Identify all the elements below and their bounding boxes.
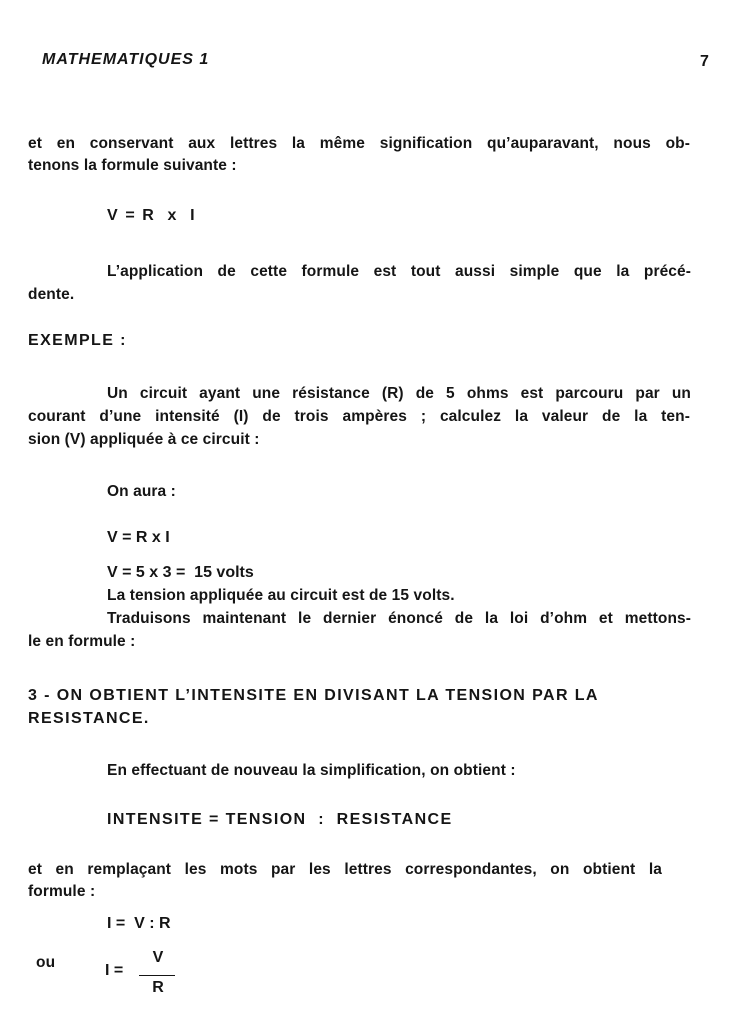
fraction-numerator: V xyxy=(152,949,164,966)
paragraph-2-line-2: dente. xyxy=(28,286,75,303)
transition-line-1: Traduisons maintenant le dernier énoncé de la loi d’ohm et mettons- xyxy=(107,610,691,627)
formula-v-equals-r-times-i: V = R x I xyxy=(107,207,197,224)
paragraph-2-line-1: L’application de cette formule est tout aussi simple que la précé- xyxy=(107,263,691,280)
transition-line-2: le en formule : xyxy=(28,633,136,650)
rule-3-heading-line-1: 3 - ON OBTIENT L’INTENSITE EN DIVISANT LA TENSION PAR LA xyxy=(28,687,599,704)
example-line-2: courant d’une intensité (I) de trois ampères ; calculez la valeur de la ten- xyxy=(28,408,690,425)
simplification-text: En effectuant de nouveau la simplification, on obtient : xyxy=(107,762,516,779)
example-line-3: sion (V) appliquée à ce circuit : xyxy=(28,431,260,448)
word-formula: INTENSITE = TENSION : RESISTANCE xyxy=(107,811,453,828)
page-number: 7 xyxy=(700,53,709,70)
formula-i-equals-v-divided-r: I = V : R xyxy=(107,915,171,932)
running-header-title: MATHEMATIQUES 1 xyxy=(42,51,210,68)
calc-result: La tension appliquée au circuit est de 15 volts. xyxy=(107,587,455,604)
on-aura: On aura : xyxy=(107,483,176,500)
fraction-denominator: R xyxy=(152,979,164,996)
rule-3-heading-line-2: RESISTANCE. xyxy=(28,710,150,727)
calc-substitution: V = 5 x 3 = 15 volts xyxy=(107,564,254,581)
paragraph-1-line-1: et en conservant aux lettres la même signification qu’auparavant, nous ob- xyxy=(28,135,690,152)
fraction-formula xyxy=(105,949,185,1005)
fraction-bar xyxy=(139,975,175,976)
example-heading: EXEMPLE : xyxy=(28,332,127,349)
ou-label: ou xyxy=(36,954,56,971)
paragraph-1-line-2: tenons la formule suivante : xyxy=(28,157,237,174)
paragraph-3-line-2: formule : xyxy=(28,883,96,900)
fraction-lhs: I = xyxy=(105,962,124,979)
example-line-1: Un circuit ayant une résistance (R) de 5 ohms est parcouru par un xyxy=(107,385,691,402)
calc-formula: V = R x I xyxy=(107,529,170,546)
paragraph-3-line-1: et en remplaçant les mots par les lettres correspondantes, on obtient la xyxy=(28,861,662,878)
